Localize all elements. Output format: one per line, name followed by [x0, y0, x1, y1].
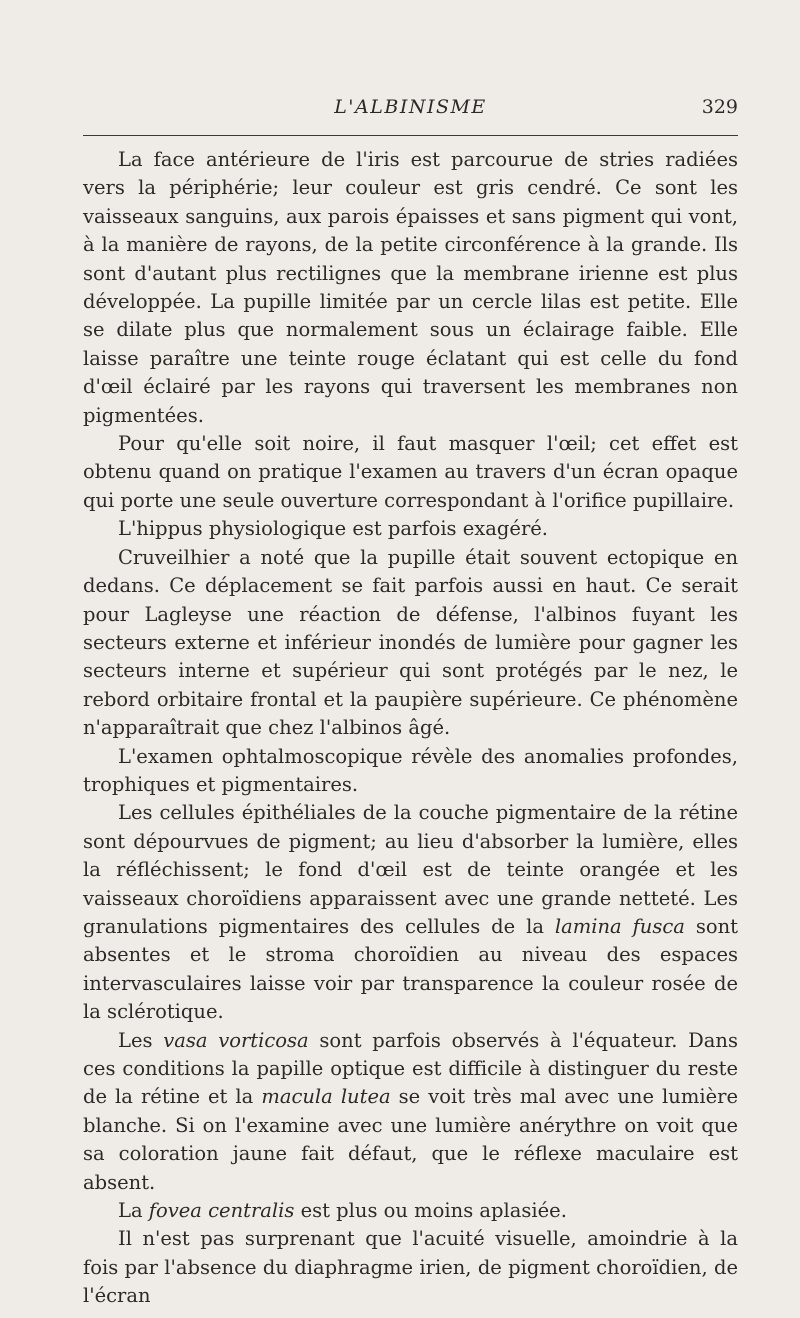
paragraph: La fovea centralis est plus ou moins aplasiée.: [118, 1199, 567, 1223]
paragraph: L'hippus physiologique est parfois exagéré.: [118, 517, 549, 541]
italic-term: macula lutea: [261, 1085, 391, 1109]
paragraph: Les cellules épithéliales de la couche pigmentaire de la rétine sont dépourvues de pigment; au lieu d'absorber la lumière, elles la réfléchissent; le fond d'œil est de teinte orangée et les vaisseaux choroïdiens apparaissent avec une grande netteté. Les granulations pigmentaires des cellules de la lamina fusca sont absentes et le stroma choroïdien au niveau des espaces intervasculaires laisse voir par transparence la couleur rosée de la sclérotique.: [83, 801, 738, 1024]
page-number: 329: [701, 96, 738, 118]
paragraph: Pour qu'elle soit noire, il faut masquer l'œil; cet effet est obtenu quand on pratique l'examen au travers d'un écran opaque qui porte une seule ouverture correspondant à l'orifice pupillaire.: [83, 432, 738, 512]
italic-term: fovea centralis: [148, 1199, 295, 1223]
running-title: L'ALBINISME: [334, 96, 487, 118]
paragraph: L'examen ophtalmoscopique révèle des anomalies profondes, trophiques et pigmentaires.: [83, 744, 738, 796]
paragraph: Il n'est pas surprenant que l'acuité visuelle, amoindrie à la fois par l'absence du diaphragme irien, de pigment choroïdien, de l'écran: [83, 1227, 738, 1308]
paragraph: Les vasa vorticosa sont parfois observés à l'équateur. Dans ces conditions la papille optique est difficile à distinguer du reste de la rétine et la macula lutea se voit très mal avec une lumière blanche. Si on l'examine avec une lumière anérythre on voit que sa coloration jaune fait défaut, que le réflexe maculaire est absent.: [83, 1028, 738, 1194]
paragraph: La face antérieure de l'iris est parcourue de stries radiées vers la périphérie; leur couleur est gris cendré. Ce sont les vaisseaux sanguins, aux parois épaisses et sans pigment qui vont, à la manière de rayons, de la petite circonférence à la grande. Ils sont d'autant plus rectilignes que la membrane irienne est plus développée. La pupille limitée par un cercle lilas est petite. Elle se dilate plus que normalement sous un éclairage faible. Elle laisse paraître une teinte rouge éclatant qui est celle du fond d'œil éclairé par les rayons qui traversent les membranes non pigmentées.: [83, 148, 738, 427]
header-rule: [83, 135, 738, 136]
body-text: [83, 146, 738, 1311]
paragraph: Cruveilhier a noté que la pupille était souvent ectopique en dedans. Ce déplacement se fait parfois aussi en haut. Ce serait pour Lagleyse une réaction de défense, l'albinos fuyant les secteurs externe et inférieur inondés de lumière pour gagner les secteurs interne et supérieur qui sont protégés par le nez, le rebord orbitaire frontal et la paupière supérieure. Ce phénomène n'apparaîtrait que chez l'albinos âgé.: [83, 545, 738, 740]
italic-term: lamina fusca: [554, 914, 685, 938]
page-header: [83, 96, 738, 132]
italic-term: vasa vorticosa: [163, 1028, 309, 1052]
